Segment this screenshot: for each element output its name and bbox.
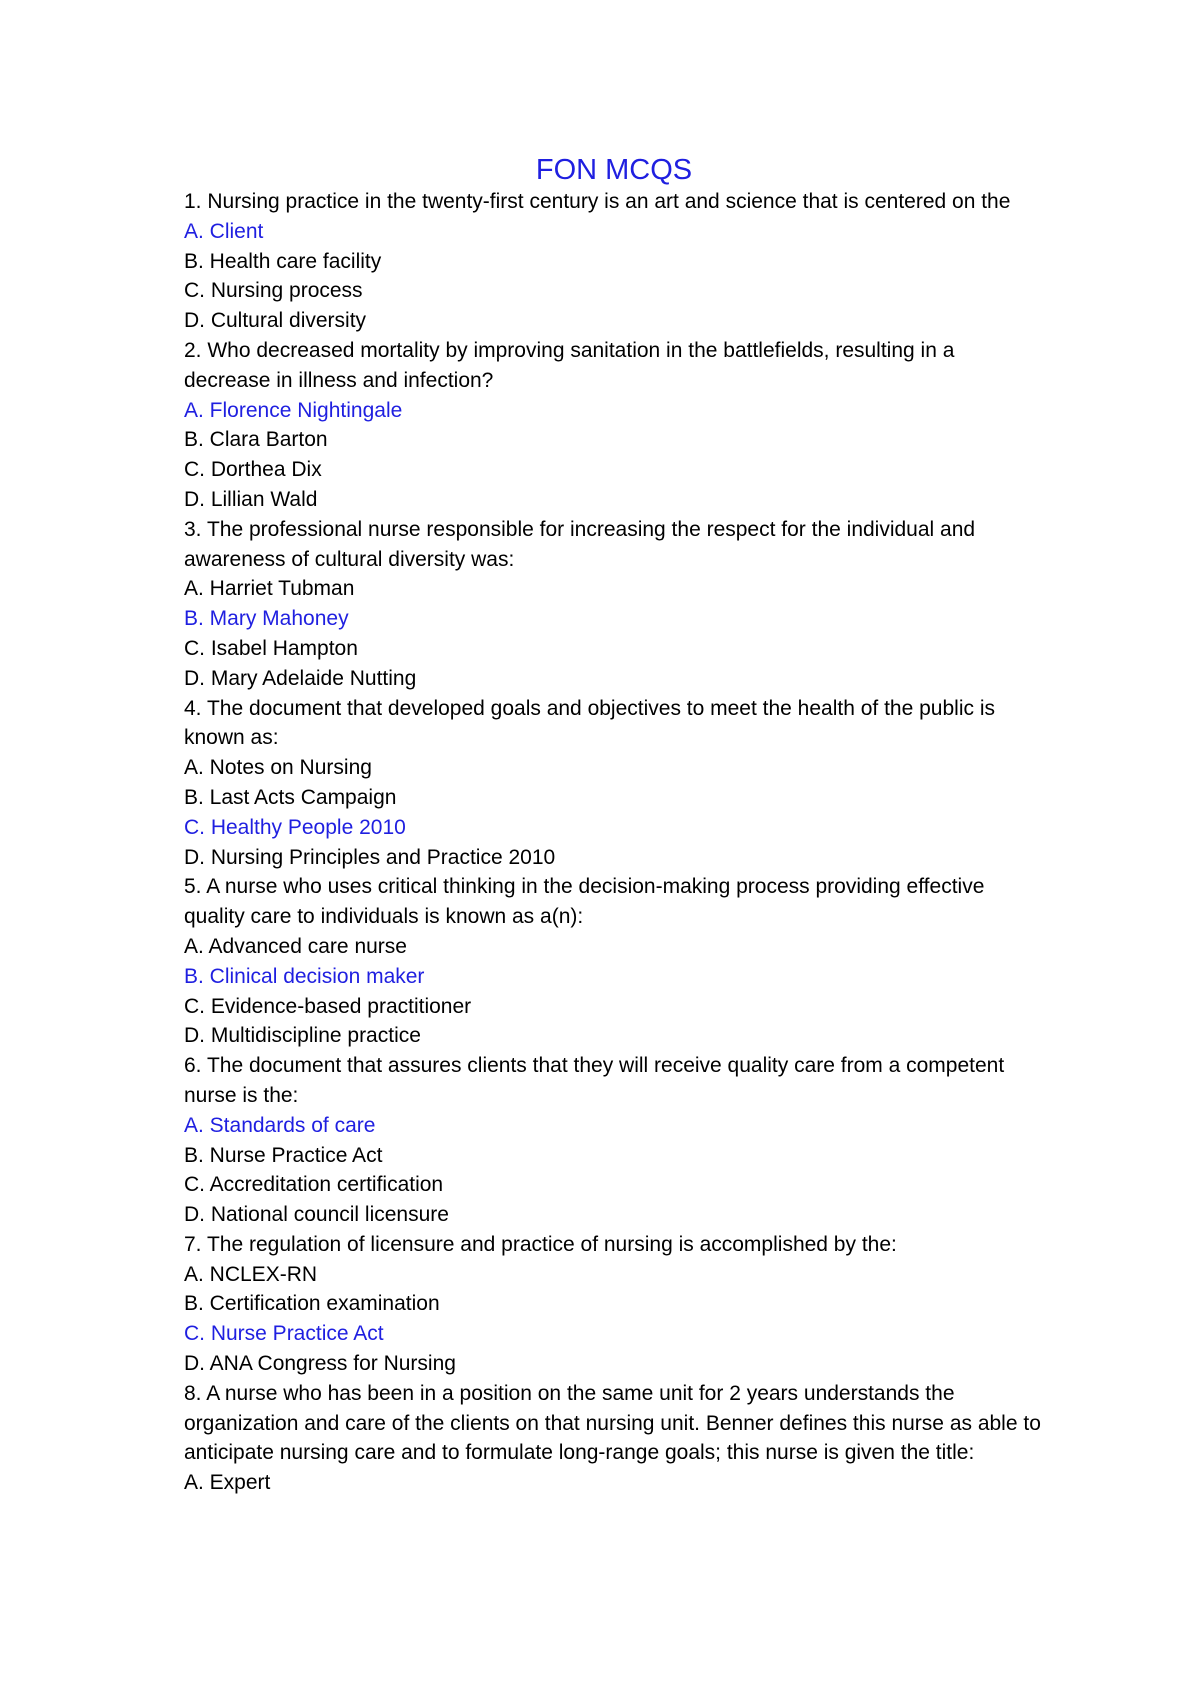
question-text: 4. The document that developed goals and objectives to meet the health of the public is known as: — [184, 696, 995, 750]
option-c: C. Isabel Hampton — [184, 636, 358, 660]
option-c: C. Nurse Practice Act — [184, 1322, 384, 1346]
option-b: B. Clara Barton — [184, 428, 328, 452]
option-b: B. Certification examination — [184, 1292, 440, 1316]
option-a: A. Advanced care nurse — [184, 934, 407, 958]
option-a: A. Notes on Nursing — [184, 756, 372, 780]
question-3 — [184, 515, 1044, 694]
question-2 — [184, 336, 1044, 515]
option-d: D. Lillian Wald — [184, 487, 318, 511]
option-d: D. National council licensure — [184, 1203, 449, 1227]
option-d: D. Multidiscipline practice — [184, 1024, 421, 1048]
question-text: 7. The regulation of licensure and practice of nursing is accomplished by the: — [184, 1232, 897, 1256]
option-a: A. Client — [184, 219, 264, 243]
question-1 — [184, 187, 1044, 336]
option-b: B. Health care facility — [184, 249, 382, 273]
question-text: 1. Nursing practice in the twenty-first century is an art and science that is centered on the — [184, 190, 1011, 213]
question-5 — [184, 872, 1044, 1051]
option-b: B. Nurse Practice Act — [184, 1143, 383, 1167]
question-text: 5. A nurse who uses critical thinking in the decision-making process providing effective quality care to individuals is known as a(n): — [184, 875, 985, 929]
option-c: C. Healthy People 2010 — [184, 815, 406, 839]
option-c: C. Nursing process — [184, 279, 363, 303]
option-a: A. NCLEX-RN — [184, 1262, 318, 1286]
option-a: A. Florence Nightingale — [184, 398, 403, 422]
document-title: FON MCQS — [535, 154, 693, 186]
option-d: D. Cultural diversity — [184, 309, 367, 333]
option-c: C. Dorthea Dix — [184, 458, 322, 482]
option-c: C. Evidence-based practitioner — [184, 994, 472, 1018]
option-d: D. Nursing Principles and Practice 2010 — [184, 845, 556, 869]
option-a: A. Standards of care — [184, 1113, 376, 1137]
question-text: 2. Who decreased mortality by improving sanitation in the battlefields, resulting in a decrease in illness and infection? — [184, 338, 955, 392]
option-b: B. Last Acts Campaign — [184, 785, 397, 809]
option-a: A. Expert — [184, 1471, 271, 1495]
option-b: B. Mary Mahoney — [184, 607, 349, 631]
document-content — [184, 150, 1044, 1498]
question-6 — [184, 1051, 1044, 1230]
option-a: A. Harriet Tubman — [184, 577, 355, 601]
option-c: C. Accreditation certification — [184, 1173, 444, 1197]
question-text: 3. The professional nurse responsible for increasing the respect for the individual and awareness of cultural diversity was: — [184, 517, 976, 571]
question-text: 6. The document that assures clients that they will receive quality care from a competent nurse is the: — [184, 1054, 1005, 1107]
question-8 — [184, 1379, 1044, 1498]
question-text: 8. A nurse who has been in a position on the same unit for 2 years understands the organization and care of the clients on that nursing unit. Benner defines this nurse as able to anticipate nursing care and to formulate long-range goals; this nurse is given the title: — [184, 1381, 1041, 1465]
option-b: B. Clinical decision maker — [184, 964, 425, 988]
question-4 — [184, 694, 1044, 873]
question-7 — [184, 1230, 1044, 1379]
option-d: D. Mary Adelaide Nutting — [184, 666, 417, 690]
option-d: D. ANA Congress for Nursing — [184, 1352, 456, 1376]
